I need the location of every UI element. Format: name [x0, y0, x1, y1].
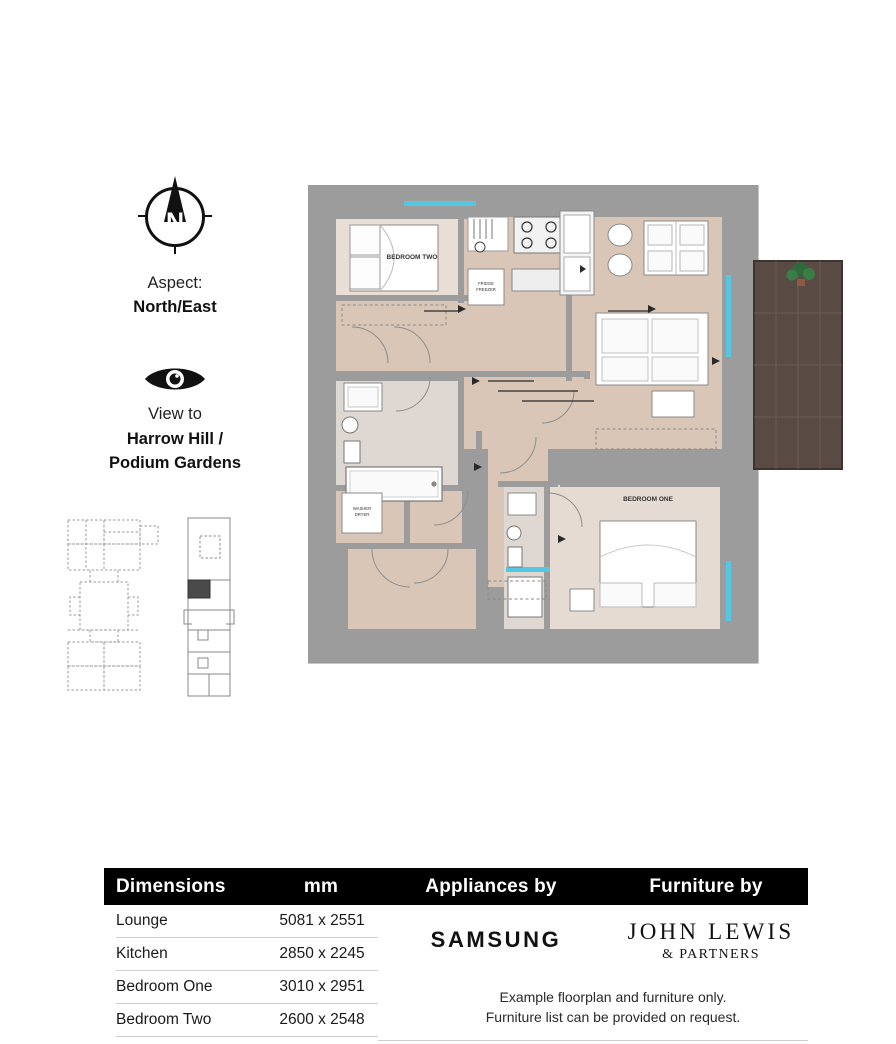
header-dimensions: Dimensions	[116, 875, 226, 897]
compass-tick-south	[174, 246, 176, 254]
room-dimension: 2600 x 2548	[279, 1011, 365, 1028]
appliance-label-washer: WASHER	[352, 506, 372, 511]
key-plans	[60, 512, 300, 702]
header-appliances: Appliances by	[425, 875, 557, 897]
disclaimer-line2: Furniture list can be provided on request.	[485, 1009, 741, 1026]
key-plan-highlight	[188, 580, 210, 598]
room-name: Lounge	[116, 912, 168, 929]
room-dimension: 3010 x 2951	[279, 978, 365, 995]
header-furniture: Furniture by	[649, 875, 763, 897]
compass-tick-east	[204, 215, 212, 217]
appliance-brand-logo: SAMSUNG	[430, 927, 562, 952]
floorplan-diagram	[308, 185, 853, 675]
disclaimer-note	[378, 987, 808, 1028]
view-value-line1: Harrow Hill /	[126, 429, 224, 448]
room-label-bedroom-two: BEDROOM TWO	[386, 254, 438, 261]
room-name: Bedroom One	[116, 978, 213, 995]
eye-icon	[143, 364, 207, 394]
room-dimension: 2850 x 2245	[279, 945, 365, 962]
room-label-bedroom-one: BEDROOM ONE	[623, 496, 673, 503]
table-divider	[378, 1040, 808, 1041]
aspect-view-panel	[60, 178, 290, 476]
view-value-line2: Podium Gardens	[108, 454, 242, 473]
room-name: Bedroom Two	[116, 1011, 212, 1028]
table-row	[116, 971, 378, 1004]
room-name: Kitchen	[116, 945, 168, 962]
dimensions-column	[104, 905, 378, 1041]
appliance-label-fridge: FRIDGE	[478, 281, 494, 286]
furniture-brand-sub: & PARTNERS	[662, 947, 760, 962]
view-label: View to	[148, 404, 202, 423]
dimensions-table	[104, 868, 808, 1041]
furniture-brand-main: JOHN LEWIS	[627, 919, 795, 944]
compass-tick-west	[138, 215, 146, 217]
header-mm: mm	[303, 875, 339, 897]
table-row	[116, 1004, 378, 1037]
appliance-label-dryer: DRYER	[354, 512, 370, 517]
compass-icon	[136, 178, 214, 256]
disclaimer-line1: Example floorplan and furniture only.	[499, 989, 727, 1005]
furniture-brand-logo	[614, 919, 808, 963]
table-row	[116, 938, 378, 971]
table-row	[116, 905, 378, 938]
aspect-value: North/East	[133, 297, 217, 316]
table-header-row	[104, 868, 808, 905]
compass-north-letter: N	[165, 208, 185, 236]
aspect-label: Aspect:	[147, 274, 203, 292]
room-dimension: 5081 x 2551	[279, 912, 365, 929]
brands-column	[378, 905, 808, 1041]
appliance-label-freezer: FREEZER	[476, 287, 496, 292]
